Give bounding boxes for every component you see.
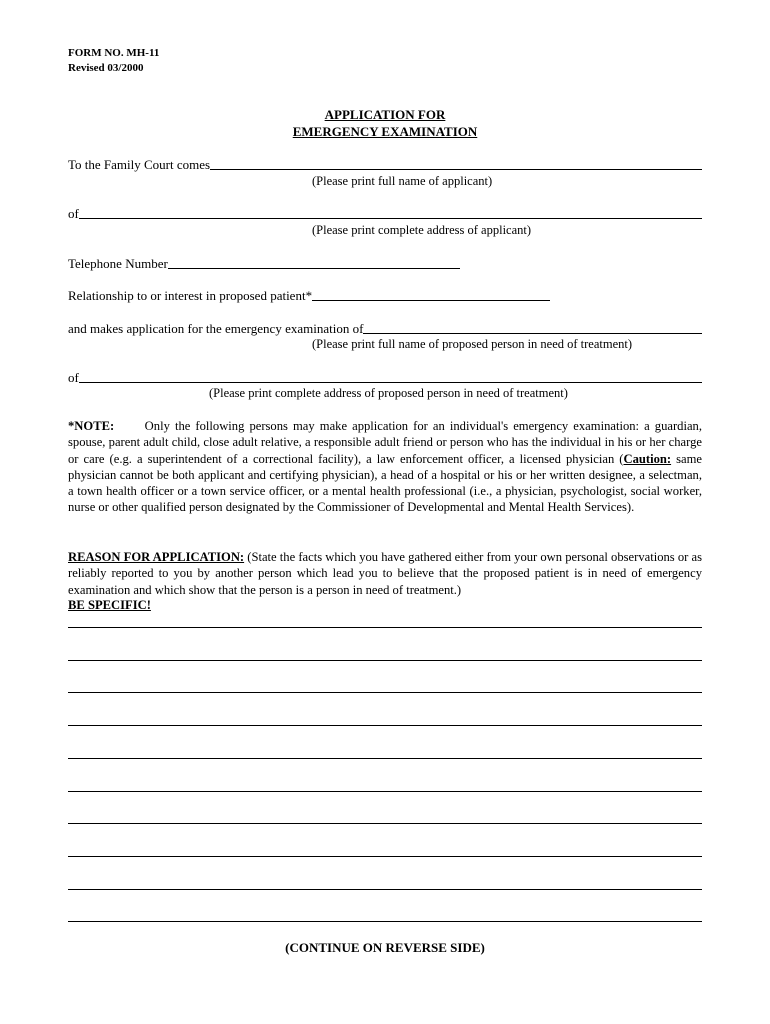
reason-writing-line[interactable] [68,889,702,890]
reason-writing-line[interactable] [68,791,702,792]
reason-writing-line[interactable] [68,856,702,857]
of-label-2: of [68,370,79,385]
note-text-1: Only the following persons may make application for an individual's emergency examination: a guardian, spouse, parent adult child, close adult relative, a responsible adult friend or person who has the individual in his or her charge or care (e.g. a superintendent of a correctional facility), a law enforcement officer, a licensed physician ( [68,419,703,466]
patient-name-hint: (Please print full name of proposed person in need of treatment) [312,337,633,351]
applicant-address-field[interactable] [79,205,702,219]
telephone-field[interactable] [168,255,460,269]
patient-name-row [68,320,702,336]
note-text-2: same physician cannot be both applicant and certifying physician), a head of a hospital or his or her written designee, a selectman, a town health officer or a town service officer, or a mental health professional (i.e., a physician, psychologist, social worker, nurse or other qualified person designated by the Commissioner of Developmental and Mental Health Services). [68,451,702,515]
reason-writing-line[interactable] [68,921,702,922]
of-label: of [68,206,79,221]
reason-writing-line[interactable] [68,725,702,726]
reason-writing-line[interactable] [68,823,702,824]
reason-writing-line[interactable] [68,692,702,693]
reason-writing-line[interactable] [68,660,702,661]
reason-writing-line[interactable] [68,758,702,759]
reason-label: REASON FOR APPLICATION: [68,550,245,564]
continue-reverse-note: (CONTINUE ON REVERSE SIDE) [285,940,485,955]
revised-date: Revised 03/2000 [68,62,144,74]
applicant-name-row [68,156,702,172]
caution-label: Caution: [623,451,672,466]
be-specific-label: BE SPECIFIC! [68,598,151,612]
application-label: and makes application for the emergency examination of [68,321,364,336]
telephone-row [68,255,702,271]
patient-address-hint: (Please print complete address of proposed person in need of treatment) [209,386,568,400]
reason-text: (State the facts which you have gathered either from your own personal observations or as reliably reported to you by another person which lead you to believe that the proposed patient is in need of emergency examination and which show that the person is a person in need of treatment.) [68,550,702,597]
applicant-address-hint: (Please print complete address of applicant) [312,223,532,237]
patient-address-row [68,369,702,385]
patient-name-field[interactable] [363,320,702,334]
form-number-text: FORM NO. MH-11 [68,47,160,59]
form-title-line-2: EMERGENCY EXAMINATION [292,124,478,139]
applicant-name-hint: (Please print full name of applicant) [312,174,493,188]
court-comes-label: To the Family Court comes [68,157,211,172]
note-label: *NOTE: [68,419,115,433]
form-number [68,46,159,76]
applicant-address-row [68,205,702,221]
reason-writing-line[interactable] [68,627,702,628]
relationship-row [68,287,702,303]
form-title-line-1: APPLICATION FOR [324,107,446,122]
patient-address-field[interactable] [79,369,702,383]
applicant-name-field[interactable] [210,156,702,170]
relationship-label: Relationship to or interest in proposed patient* [68,288,313,303]
relationship-field[interactable] [312,287,550,301]
reason-paragraph [68,549,702,598]
telephone-label: Telephone Number [68,256,168,271]
note-paragraph [68,418,702,516]
